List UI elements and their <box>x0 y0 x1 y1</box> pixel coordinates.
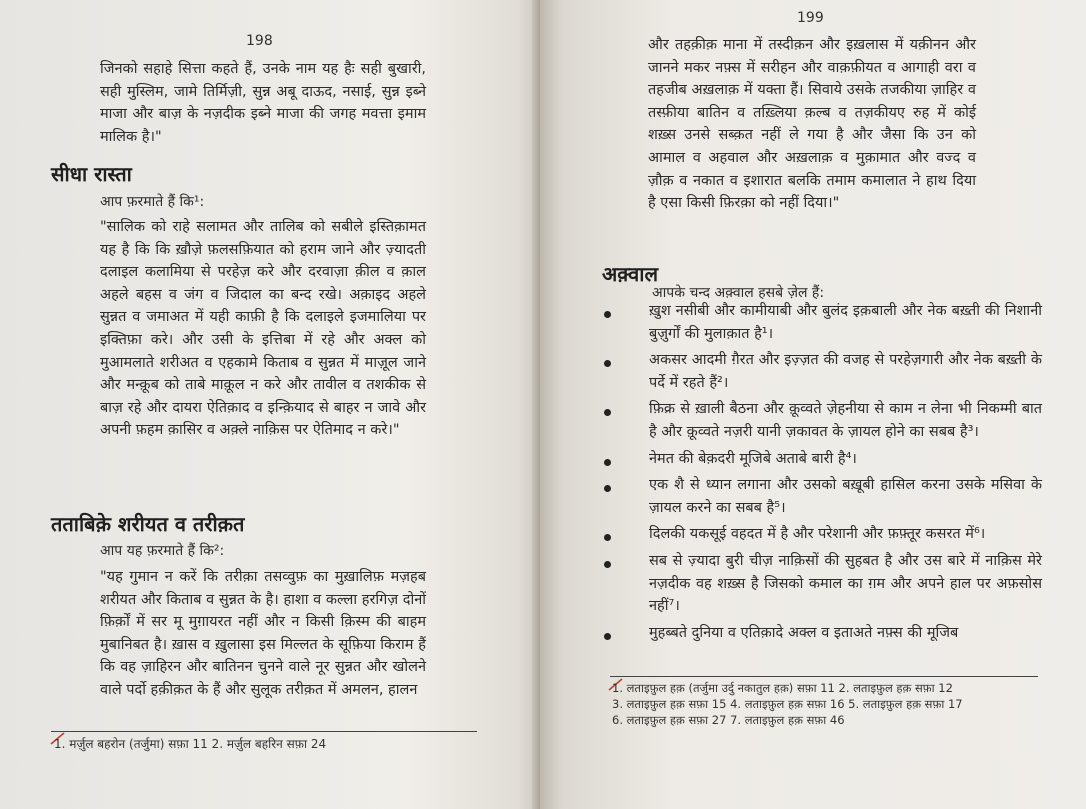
footnote-rule <box>51 731 477 732</box>
intro-paragraph: और तहक़ीक़ माना में तस्दीक़न और इख़लास में यक़ीनन और जानने मकर नफ़्स में सरीहन और वाक़फ़ीयत व आगाही वरा व तहजीब अख़लाक़ में यक्ता हैं। सिवाये उसके तजकीया ज़ाहिर व तस्फ़ीया बातिन व तख़्लिया क़ल्ब व तज़कीयए रुह में कोई शख़्स उनसे सब्क़त नहीं ले गया है और जैसा कि उन को आमाल व अहवाल और अख़लाक़ व मुक़ामात और वज्द व ज़ौक़ व नकात व इशारात बलकि तमाम कमालात ने हाथ दिया है एसा किसी फ़िरक़ा को नहीं दिया।" <box>648 37 976 212</box>
footnote: 1. मर्ज़ुल बहरोन (तर्जुमा) सफ़ा 11 2. मर्ज़ुल बहरिन सफ़ा 24 <box>54 737 327 751</box>
sayings-list <box>602 300 1042 648</box>
page-number: 199 <box>797 10 824 26</box>
bullet-icon <box>604 409 611 416</box>
footnote-rule <box>610 676 1038 677</box>
list-item: एक शै से ध्यान लगाना और उसको बख़ूबी हासिल करना उसके मसिवा के ज़ायल करने का सबब है⁵। <box>602 474 1042 519</box>
quote-paragraph: "सालिक को राहे सलामत और तालिब को सबीले इस्तिक़ामत यह है कि कि ख़ौज़े फ़लसफ़ियात को हराम जाने और ज़्यादती दलाइल कलामिया से परहेज़ करे और दरवाज़ा क़ील व क़ाल अहले बहस व जंग व जिदाल का बन्द रखे। अक़ाइद अहले सुन्नत व जमाअत में यही काफ़ी है कि दलाइले इजमालिया पर इक्तिफ़ा करे। और उसी के इत्तिबा में रहे और अक्ल को मुआमलाते शरीअत व एहकामे किताब व सुन्नत में माज़ूल जाने और मन्क़ूब को ताबे माक़ूल न करे और तावील व तशकीक से बाज़ रहे और दायरा ऐतिक़ाद व इन्क़ियाद से बाहर न जावे और अपनी फ़हम क़ासिर व अक़्ले नाक़िस पर ऐतिमाद न करे।" <box>100 219 426 439</box>
bullet-icon <box>604 485 611 492</box>
bullet-icon <box>604 534 611 541</box>
list-item: दिलकी यकसूई वहदत में है और परेशानी और फ़फ़्तूर कसरत में⁶। <box>602 523 1042 546</box>
bullet-icon <box>604 360 611 367</box>
list-item: सब से ज़्यादा बुरी चीज़ नाक़िसों की सुहबत है और उस बारे में नाक़िस मेरे नज़दीक वह शख़्स है जिसको कमाल का ग़म और अपने हाल पर अफ़सोस नहीं⁷। <box>602 550 1042 618</box>
left-page <box>0 0 540 809</box>
page-number: 198 <box>246 33 273 49</box>
quote-paragraph: "यह गुमान न करें कि तरीक़ा तसव्वुफ़ का मुख़ालिफ़ मज़हब शरीयत और किताब व सुन्नत के है। हाशा व कल्ला हरगिज़ दोनों फ़िर्क़ों में सर मू मुग़ायरत नहीं और न किसी क़िस्म की बाहम मुबानिबत है। ख़ास व ख़ुलासा इस मिल्लत के सूफ़िया किराम हैं कि वह ज़ाहिरन और बातिनन चुनने वाले नूर सुन्नत और खोलने वाले पर्दो हक़ीक़त के हैं और सुलूक तरीक़त में अमलन, हालन <box>100 569 426 698</box>
bullet-icon <box>604 633 611 640</box>
section-lead: आप यह फ़रमाते हैं कि²: <box>100 543 225 559</box>
footnote: 3. लताइफ़ुल हक़ सफ़ा 15 4. लताइफ़ुल हक़ सफ़ा 16 5. लताइफ़ुल हक़ सफ़ा 17 <box>612 697 963 711</box>
bullet-icon <box>604 561 611 568</box>
section-heading: सीधा रास्ता <box>51 162 132 186</box>
list-item: अकसर आदमी ग़ैरत और इज़्ज़त की वजह से परहेज़गारी और नेक बख़्ती के पर्दे में रहते हैं²। <box>602 349 1042 394</box>
list-item: ख़ुश नसीबी और कामीयाबी और बुलंद इक़बाली और नेक बख़्ती की निशानी बुज़ुर्गों की मुलाक़ात है¹। <box>602 300 1042 345</box>
bullet-icon <box>604 459 611 466</box>
footnote: 1. लताइफ़ुल हक़ (तर्जुमा उर्दु नकातुल हक़) सफ़ा 11 2. लताइफ़ुल हक़ सफ़ा 12 <box>612 681 953 695</box>
list-item: मुहब्बते दुनिया व एतिक़ादे अक्ल व इताअते नफ़्स की मूजिब <box>602 622 1042 645</box>
section-heading: तताबिक़े शरीयत व तरीक़त <box>51 512 245 536</box>
section-lead: आपके चन्द अक़्वाल हसबे ज़ेल हैं: <box>652 285 825 301</box>
intro-paragraph: जिनको सहाहे सित्ता कहते हैं, उनके नाम यह हैः सही बुखारी, सही मुस्लिम, जामे तिर्मिज़ी, सुन्न अबू दाऊद, नसाई, सुन्न इब्ने माजा और बाज़ के नज़दीक इब्ने माजा की जगह मवत्ता इमाम मालिक है।" <box>100 61 426 145</box>
list-item: फ़िक्र से ख़ाली बैठना और क़ूव्वते ज़ेहनीया से काम न लेना भी निकम्मी बात है और क़ूव्वते नज़री यानी ज़कावत के ज़ायल होने का सबब है³। <box>602 398 1042 443</box>
list-item: नेमत की बेक़दरी मूजिबे अताबे बारी है⁴। <box>602 448 1042 471</box>
bullet-icon <box>604 311 611 318</box>
section-heading: अक़्वाल <box>602 262 659 286</box>
footnote: 6. लताइफ़ुल हक़ सफ़ा 27 7. लताइफ़ुल हक़ सफ़ा 46 <box>612 713 845 727</box>
section-lead: आप फ़रमाते हैं कि¹: <box>100 194 205 210</box>
